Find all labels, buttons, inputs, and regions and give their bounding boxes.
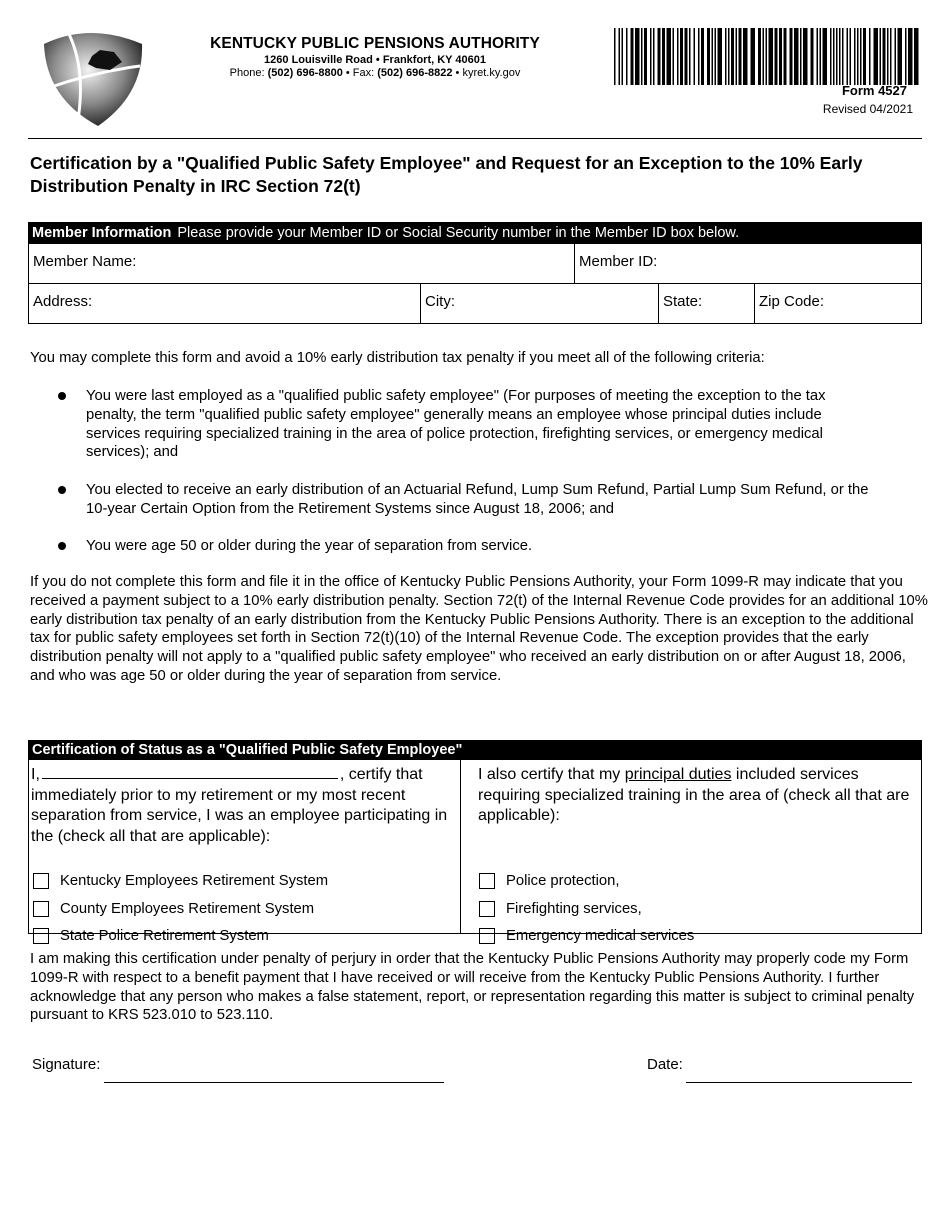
agency-info bbox=[190, 35, 560, 79]
address-label: Address: bbox=[33, 293, 93, 310]
member-information-bar bbox=[29, 223, 921, 243]
option-label: State Police Retirement System bbox=[60, 928, 269, 944]
member-information-section bbox=[28, 222, 922, 324]
signature-line[interactable] bbox=[104, 1082, 444, 1083]
form-number: Form 4527 bbox=[841, 83, 907, 98]
member-information-heading: Member Information bbox=[32, 225, 172, 241]
member-id-label: Member ID: bbox=[579, 253, 658, 270]
barcode-icon bbox=[614, 28, 922, 85]
kentucky-shield-logo-icon bbox=[40, 28, 146, 128]
checkbox[interactable] bbox=[33, 901, 49, 917]
bullet-icon bbox=[58, 392, 66, 400]
member-row-2 bbox=[29, 283, 921, 323]
criteria-text: You were age 50 or older during the year of separation from service. bbox=[86, 538, 533, 555]
principal-duties-column bbox=[461, 760, 921, 944]
member-id-field[interactable] bbox=[574, 244, 921, 283]
kers-checkbox-option[interactable] bbox=[33, 873, 328, 889]
phone-number: (502) 696-8800 bbox=[267, 67, 343, 79]
member-information-instruction: Please provide your Member ID or Social Security number in the Member ID box below. bbox=[177, 225, 740, 241]
criteria-item bbox=[58, 387, 878, 462]
certification-prefix: I, bbox=[31, 766, 40, 783]
phone-label: Phone: bbox=[229, 67, 265, 79]
form-title: Certification by a "Qualified Public Safety Employee" and Request for an Exception to the 10% Early Distribution Penalty in IRC Section 72(t) bbox=[30, 153, 863, 196]
option-label: Kentucky Employees Retirement System bbox=[60, 873, 329, 889]
checkbox[interactable] bbox=[33, 928, 49, 944]
duties-prefix: I also certify that my bbox=[478, 766, 625, 783]
zip-code-field[interactable] bbox=[754, 284, 921, 323]
checkbox[interactable] bbox=[479, 901, 495, 917]
employee-name-blank[interactable] bbox=[42, 765, 338, 779]
zip-code-label: Zip Code: bbox=[759, 293, 825, 310]
date-line[interactable] bbox=[686, 1082, 912, 1083]
cers-checkbox-option[interactable] bbox=[33, 901, 314, 917]
checkbox[interactable] bbox=[33, 873, 49, 889]
principal-duties-text: principal duties bbox=[624, 766, 732, 783]
fax-label: Fax: bbox=[352, 67, 375, 79]
option-label: County Employees Retirement System bbox=[60, 901, 315, 917]
police-protection-checkbox-option[interactable] bbox=[479, 873, 620, 889]
option-label: Firefighting services, bbox=[506, 901, 642, 917]
duties-suffix: included services requiring specialized training in the area of (check all that are applicable): bbox=[478, 766, 910, 825]
agency-address: 1260 Louisville Road • Frankfort, KY 40601 bbox=[264, 54, 486, 66]
city-field[interactable] bbox=[420, 284, 658, 323]
certification-body bbox=[29, 760, 921, 944]
penalty-explanation: If you do not complete this form and file it in the office of Kentucky Public Pensions Authority, your Form 1099-R may indicate that you received a payment subject to a 10% early distribution penalty. Section 72(t) of the Internal Revenue Code provides for an additional 10% early distribution tax penalty of an early distribution from the Kentucky Public Pensions Authority. There is an exception to the additional tax for public safety employees set forth in Section 72(t)(10) of the Internal Revenue Code. The exception provides that the early distribution penalty will not apply to a "qualified public safety employee" who received an early distribution on or after August 18, 2006, and who was age 50 or older during the year of separation from service. bbox=[30, 574, 928, 684]
criteria-item bbox=[58, 537, 878, 556]
checkbox[interactable] bbox=[479, 873, 495, 889]
revision-date: Revised 04/2021 bbox=[822, 102, 913, 116]
member-name-label: Member Name: bbox=[33, 253, 137, 270]
duties-certification-statement bbox=[478, 765, 918, 827]
criteria-text: You were last employed as a "qualified public safety employee" (For purposes of meeting the exception to the tax penalty, the term "qualified public safety employee" generally means an employee whose principal duties include services requiring specialized training in the area of police protection, firefighting services, or emergency medical services); and bbox=[86, 388, 826, 461]
employee-certification-statement bbox=[31, 765, 459, 847]
state-label: State: bbox=[663, 293, 703, 310]
address-field[interactable] bbox=[29, 284, 420, 323]
certification-heading: Certification of Status as a "Qualified Public Safety Employee" bbox=[29, 741, 921, 760]
certification-statement-text: , certify that immediately prior to my retirement or my most recent separation from service, I was an employee participating in the (check all that are applicable): bbox=[31, 766, 448, 845]
criteria-text: You elected to receive an early distribution of an Actuarial Refund, Lump Sum Refund, Partial Lump Sum Refund, or the 10-year Certain Option from the Retirement Systems since August 18, 2006; and bbox=[86, 481, 869, 517]
criteria-intro: You may complete this form and avoid a 10% early distribution tax penalty if you meet all of the following criteria: bbox=[30, 350, 765, 366]
agency-name: KENTUCKY PUBLIC PENSIONS AUTHORITY bbox=[210, 35, 540, 52]
member-name-field[interactable] bbox=[29, 244, 574, 283]
city-label: City: bbox=[425, 293, 455, 310]
date-label: Date: bbox=[647, 1056, 683, 1073]
bullet-icon bbox=[58, 542, 66, 550]
contact-separator: • bbox=[342, 67, 353, 79]
fax-number: (502) 696-8822 bbox=[377, 67, 453, 79]
retirement-system-column bbox=[29, 760, 461, 944]
perjury-statement: I am making this certification under penalty of perjury in order that the Kentucky Public Pensions Authority may properly code my Form 1099-R with respect to a benefit payment that I have received or will receive from the Kentucky Public Pensions Authority. I further acknowledge that any person who makes a false statement, report, or representation regarding this matter is subject to criminal penalty pursuant to KRS 523.010 to 523.110. bbox=[30, 951, 915, 1024]
option-label: Emergency medical services bbox=[506, 928, 695, 944]
header-divider bbox=[28, 138, 922, 139]
state-field[interactable] bbox=[658, 284, 754, 323]
firefighting-checkbox-option[interactable] bbox=[479, 901, 642, 917]
bullet-icon bbox=[58, 486, 66, 494]
spers-checkbox-option[interactable] bbox=[33, 928, 269, 944]
option-label: Police protection, bbox=[506, 873, 620, 889]
emergency-medical-checkbox-option[interactable] bbox=[479, 928, 694, 944]
form-header bbox=[0, 0, 950, 140]
website: kyret.ky.gov bbox=[462, 67, 521, 79]
criteria-list bbox=[58, 387, 878, 575]
contact-separator: • bbox=[452, 67, 463, 79]
member-row-1 bbox=[29, 243, 921, 283]
criteria-item bbox=[58, 481, 878, 519]
certification-section bbox=[28, 740, 922, 944]
signature-label: Signature: bbox=[32, 1056, 101, 1073]
checkbox[interactable] bbox=[479, 928, 495, 944]
agency-contact bbox=[190, 67, 560, 79]
